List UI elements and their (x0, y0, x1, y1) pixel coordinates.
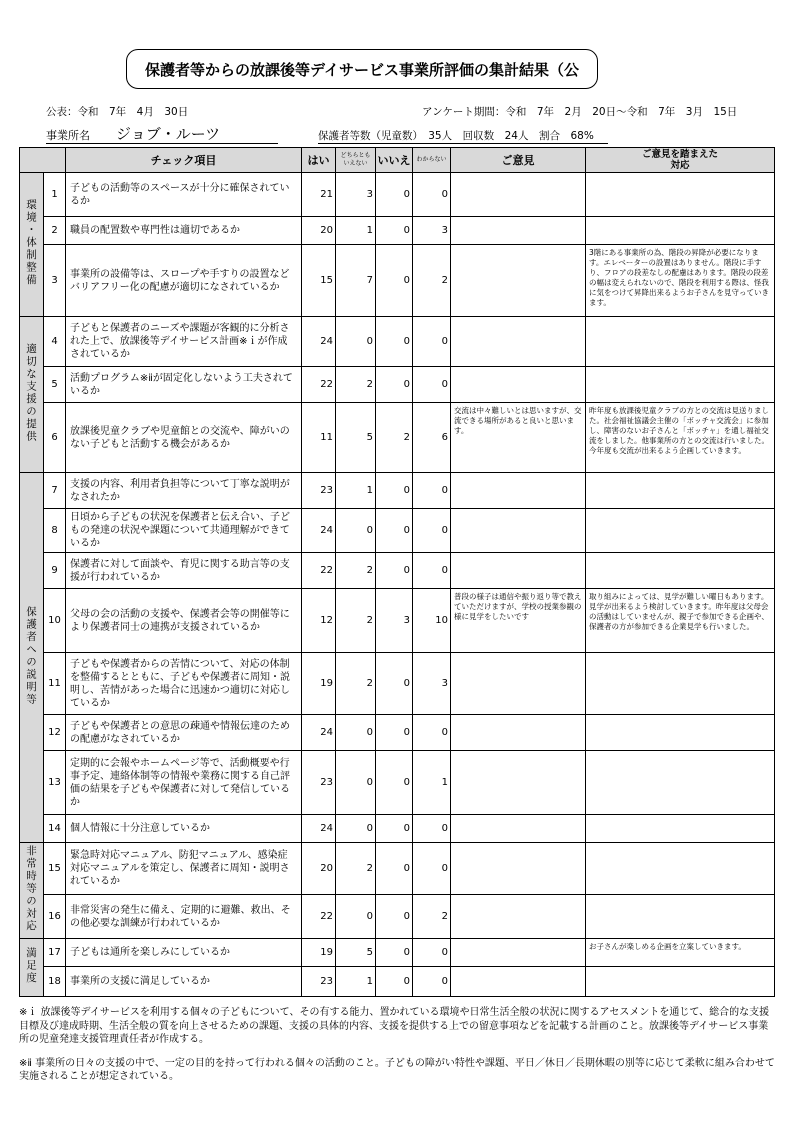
neutral-count: 2 (336, 843, 376, 895)
opinion-cell (451, 939, 586, 967)
yes-count: 21 (302, 173, 336, 217)
table-row (20, 217, 775, 245)
table-row (20, 843, 775, 895)
opinion-cell (451, 895, 586, 939)
yes-count: 22 (302, 553, 336, 589)
row-number: 6 (44, 403, 66, 473)
table-row (20, 473, 775, 509)
response-cell (586, 317, 775, 367)
check-item: 日頃から子どもの状況を保護者と伝え合い、子どもの発達の状況や課題について共通理解ができているか (66, 509, 302, 553)
category-label: 満足度 (25, 946, 37, 985)
table-row (20, 589, 775, 653)
neutral-count: 2 (336, 589, 376, 653)
row-number: 11 (44, 653, 66, 715)
neutral-count: 2 (336, 653, 376, 715)
no-count: 0 (376, 245, 413, 317)
neutral-count: 0 (336, 815, 376, 843)
yes-count: 24 (302, 317, 336, 367)
yes-count: 19 (302, 939, 336, 967)
response-cell (586, 509, 775, 553)
category-cell (20, 473, 44, 843)
response-cell (586, 843, 775, 895)
table-row (20, 245, 775, 317)
header-response: ご意見を踏まえた 対応 (586, 148, 775, 173)
row-number: 1 (44, 173, 66, 217)
check-item: 子どもや保護者からの苦情について、対応の体制を整備するとともに、子どもや保護者に周知・説明し、苦情があった場合に迅速かつ適切に対応しているか (66, 653, 302, 715)
response-cell (586, 653, 775, 715)
opinion-cell: 普段の様子は通信や振り返り等で教えていただけますが、学校の授業参観の様に見学をしたいです (451, 589, 586, 653)
opinion-cell (451, 217, 586, 245)
unknown-count: 0 (413, 843, 451, 895)
yes-count: 23 (302, 473, 336, 509)
respondent-counts: 保護者等数（児童数） 35人 回収数 24人 割合 68% (318, 130, 594, 142)
counts-underline (318, 143, 608, 144)
neutral-count: 0 (336, 751, 376, 815)
table-row (20, 939, 775, 967)
opinion-cell (451, 509, 586, 553)
row-number: 4 (44, 317, 66, 367)
yes-count: 11 (302, 403, 336, 473)
yes-count: 15 (302, 245, 336, 317)
no-count: 0 (376, 217, 413, 245)
neutral-count: 1 (336, 217, 376, 245)
neutral-count: 0 (336, 895, 376, 939)
neutral-count: 1 (336, 967, 376, 997)
check-item: 父母の会の活動の支援や、保護者会等の開催等により保護者同士の連携が支援されているか (66, 589, 302, 653)
row-number: 10 (44, 589, 66, 653)
unknown-count: 0 (413, 939, 451, 967)
opinion-cell (451, 245, 586, 317)
response-cell (586, 967, 775, 997)
office-name: ジョブ・ルーツ (116, 125, 221, 143)
check-item: 保護者に対して面談や、育児に関する助言等の支援が行われているか (66, 553, 302, 589)
check-item: 活動プログラム※ⅱが固定化しないよう工夫されているか (66, 367, 302, 403)
table-row (20, 715, 775, 751)
opinion-cell: 交流は中々難しいとは思いますが、交流できる場所があると良いと思います。 (451, 403, 586, 473)
table-row (20, 895, 775, 939)
table-row (20, 653, 775, 715)
unknown-count: 0 (413, 715, 451, 751)
response-cell (586, 173, 775, 217)
table-row (20, 403, 775, 473)
neutral-count: 1 (336, 473, 376, 509)
unknown-count: 3 (413, 217, 451, 245)
unknown-count: 0 (413, 967, 451, 997)
check-item: 子どもは通所を楽しみにしているか (66, 939, 302, 967)
category-label: 環境・体制整備 (25, 198, 37, 287)
neutral-count: 0 (336, 715, 376, 751)
neutral-count: 5 (336, 939, 376, 967)
page-title: 保護者等からの放課後等デイサービス事業所評価の集計結果（公 (126, 49, 598, 89)
unknown-count: 2 (413, 895, 451, 939)
footnote-1: ※ｉ 放課後等デイサービスを利用する個々の子どもについて、その有する能力、置かれている環境や日常生活全般の状況に関するアセスメントを通じて、総合的な支援目標及び達成時期、生活全般の質を向上させるための課題、支援の具体的内容、支援を提供する上での留意事項などを記載する計画のこと。放課後等デイサービス事業所の児童発達支援管理責任者が作成する。 (19, 1007, 770, 1045)
response-cell (586, 815, 775, 843)
row-number: 12 (44, 715, 66, 751)
yes-count: 24 (302, 815, 336, 843)
check-item: 事業所の支援に満足しているか (66, 967, 302, 997)
no-count: 0 (376, 473, 413, 509)
category-cell (20, 843, 44, 939)
no-count: 0 (376, 895, 413, 939)
check-item: 子どもや保護者との意思の疎通や情報伝達のための配慮がなされているか (66, 715, 302, 751)
header-row (20, 148, 775, 173)
header-yes: はい (302, 148, 336, 173)
opinion-cell (451, 653, 586, 715)
neutral-count: 5 (336, 403, 376, 473)
no-count: 0 (376, 843, 413, 895)
opinion-cell (451, 367, 586, 403)
category-cell (20, 317, 44, 473)
opinion-cell (451, 843, 586, 895)
unknown-count: 0 (413, 553, 451, 589)
no-count: 0 (376, 509, 413, 553)
header-blank (20, 148, 66, 173)
row-number: 18 (44, 967, 66, 997)
evaluation-table (19, 147, 775, 997)
table-row (20, 815, 775, 843)
no-count: 3 (376, 589, 413, 653)
unknown-count: 0 (413, 509, 451, 553)
yes-count: 24 (302, 509, 336, 553)
yes-count: 12 (302, 589, 336, 653)
response-cell (586, 217, 775, 245)
row-number: 16 (44, 895, 66, 939)
unknown-count: 0 (413, 367, 451, 403)
check-item: 放課後児童クラブや児童館との交流や、障がいのない子どもと活動する機会があるか (66, 403, 302, 473)
response-cell: 3階にある事業所の為、階段の昇降が必要になります。エレベーターの設置はありません。階段に手すり、フロアの段差なしの配慮はあります。階段の段差の幅は変えられないので、階段を利用する際は、怪我に気をつけて昇降出来るようお子さんを見守っていきます。 (586, 245, 775, 317)
no-count: 2 (376, 403, 413, 473)
unknown-count: 0 (413, 473, 451, 509)
no-count: 0 (376, 653, 413, 715)
response-cell (586, 553, 775, 589)
office-label: 事業所名 (46, 129, 90, 142)
yes-count: 19 (302, 653, 336, 715)
response-cell (586, 751, 775, 815)
opinion-cell (451, 751, 586, 815)
neutral-count: 0 (336, 509, 376, 553)
neutral-count: 0 (336, 317, 376, 367)
unknown-count: 0 (413, 173, 451, 217)
row-number: 2 (44, 217, 66, 245)
table-row (20, 367, 775, 403)
row-number: 8 (44, 509, 66, 553)
check-item: 子どもの活動等のスペースが十分に確保されているか (66, 173, 302, 217)
yes-count: 22 (302, 367, 336, 403)
header-opinion: ご意見 (451, 148, 586, 173)
unknown-count: 1 (413, 751, 451, 815)
yes-count: 23 (302, 967, 336, 997)
row-number: 5 (44, 367, 66, 403)
opinion-cell (451, 815, 586, 843)
response-cell: 取り組みによっては、見学が難しい曜日もあります。見学が出来るよう検討していきます。昨年度は父母会の活動はしていませんが、親子で参加できる企画や、保護者の方が参加できる企業見学も行いました。 (586, 589, 775, 653)
row-number: 3 (44, 245, 66, 317)
unknown-count: 0 (413, 317, 451, 367)
unknown-count: 6 (413, 403, 451, 473)
response-cell (586, 473, 775, 509)
unknown-count: 3 (413, 653, 451, 715)
no-count: 0 (376, 553, 413, 589)
unknown-count: 0 (413, 815, 451, 843)
published-date: 公表：令和 7年 4月 30日 (46, 106, 189, 118)
opinion-cell (451, 553, 586, 589)
neutral-count: 7 (336, 245, 376, 317)
unknown-count: 2 (413, 245, 451, 317)
check-item: 個人情報に十分注意しているか (66, 815, 302, 843)
office-underline (46, 143, 278, 144)
header-neutral: どちらとも いえない (336, 148, 376, 173)
response-cell (586, 367, 775, 403)
row-number: 17 (44, 939, 66, 967)
unknown-count: 10 (413, 589, 451, 653)
no-count: 0 (376, 815, 413, 843)
yes-count: 20 (302, 217, 336, 245)
no-count: 0 (376, 317, 413, 367)
table-row (20, 751, 775, 815)
header-unknown: わからない (413, 148, 451, 173)
opinion-cell (451, 317, 586, 367)
yes-count: 24 (302, 715, 336, 751)
row-number: 15 (44, 843, 66, 895)
table-row (20, 173, 775, 217)
row-number: 14 (44, 815, 66, 843)
yes-count: 22 (302, 895, 336, 939)
category-label: 非常時等の対応 (25, 844, 37, 933)
check-item: 非常災害の発生に備え、定期的に避難、救出、その他必要な訓練が行われているか (66, 895, 302, 939)
check-item: 支援の内容、利用者負担等について丁寧な説明がなされたか (66, 473, 302, 509)
no-count: 0 (376, 939, 413, 967)
opinion-cell (451, 473, 586, 509)
table-row (20, 317, 775, 367)
response-cell (586, 715, 775, 751)
neutral-count: 2 (336, 553, 376, 589)
no-count: 0 (376, 751, 413, 815)
yes-count: 20 (302, 843, 336, 895)
table-row (20, 509, 775, 553)
row-number: 13 (44, 751, 66, 815)
row-number: 9 (44, 553, 66, 589)
opinion-cell (451, 715, 586, 751)
neutral-count: 2 (336, 367, 376, 403)
neutral-count: 3 (336, 173, 376, 217)
check-item: 職員の配置数や専門性は適切であるか (66, 217, 302, 245)
no-count: 0 (376, 367, 413, 403)
response-cell (586, 895, 775, 939)
category-label: 適切な支援の提供 (25, 342, 37, 443)
no-count: 0 (376, 173, 413, 217)
yes-count: 23 (302, 751, 336, 815)
check-item: 子どもと保護者のニーズや課題が客観的に分析された上で、放課後等デイサービス計画※ｉが作成されているか (66, 317, 302, 367)
category-label: 保護者への説明等 (25, 605, 37, 706)
row-number: 7 (44, 473, 66, 509)
table-row (20, 553, 775, 589)
footnotes (19, 1006, 777, 1094)
no-count: 0 (376, 967, 413, 997)
opinion-cell (451, 967, 586, 997)
table-row (20, 967, 775, 997)
response-cell: お子さんが楽しめる企画を立案していきます。 (586, 939, 775, 967)
no-count: 0 (376, 715, 413, 751)
opinion-cell (451, 173, 586, 217)
footnote-2: ※ⅱ 事業所の日々の支援の中で、一定の目的を持って行われる個々の活動のこと。子どもの障がい特性や課題、平日／休日／長期休暇の別等に応じて柔軟に組み合わせて実施されることが想定されている。 (19, 1057, 775, 1082)
check-item: 緊急時対応マニュアル、防犯マニュアル、感染症対応マニュアルを策定し、保護者に周知・説明されているか (66, 843, 302, 895)
check-item: 事業所の設備等は、スロープや手すりの設置などバリアフリー化の配慮が適切になされているか (66, 245, 302, 317)
category-cell (20, 939, 44, 997)
header-check: チェック項目 (66, 148, 302, 173)
check-item: 定期的に会報やホームページ等で、活動概要や行事予定、連絡体制等の情報や業務に関する自己評価の結果を子どもや保護者に対して発信しているか (66, 751, 302, 815)
category-cell (20, 173, 44, 317)
response-cell: 昨年度も放課後児童クラブの方との交流は見送りました。社会福祉協議会主催の「ボッチャ交流会」に参加し、障害のないお子さんと「ボッチャ」を通し福祉交流をしました。他事業所の方との交流は行いました。今年度も交流が出来るよう企画していきます。 (586, 403, 775, 473)
survey-period: アンケート期間：令和 7年 2月 20日～令和 7年 3月 15日 (422, 106, 738, 118)
header-no: いいえ (376, 148, 413, 173)
